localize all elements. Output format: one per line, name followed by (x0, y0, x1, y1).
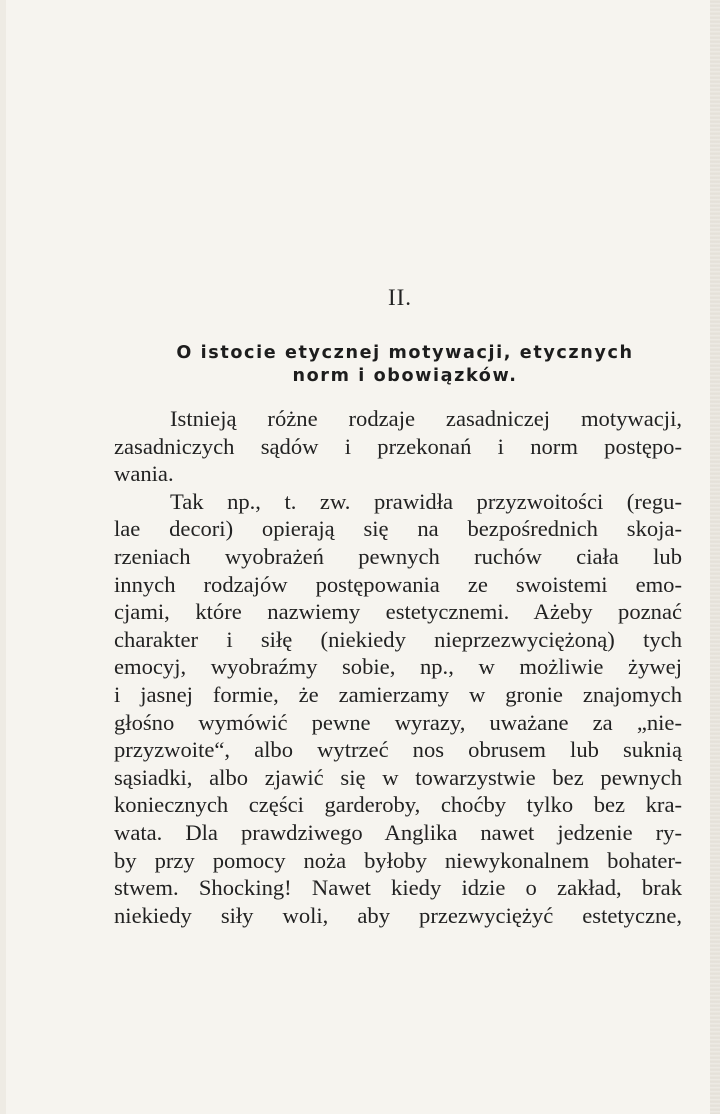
text-line: cjami, które nazwiemy estetycznemi. Ażeby poznać (114, 599, 682, 625)
page-left-edge (0, 0, 6, 1114)
chapter-heading (112, 342, 698, 388)
text-line: Istnieją różne rodzaje zasadniczej motywacji, (170, 406, 682, 431)
text-line: i jasnej formie, że zamierzamy w gronie znajomych (114, 681, 682, 707)
text-line: by przy pomocy noża byłoby niewykonalnem bohater- (114, 847, 682, 873)
text-line: rzeniach wyobrażeń pewnych ruchów ciała lub (114, 543, 682, 569)
text-line: wania. (114, 461, 174, 487)
text-line: lae decori) opierają się na bezpośrednich skoja- (114, 516, 682, 542)
text-line: niekiedy siły woli, aby przezwyciężyć estetyczne, (114, 902, 682, 928)
chapter-heading-line-2: norm i obowiązków. (292, 366, 518, 386)
text-line: emocyj, wyobraźmy sobie, np., w możliwie żywej (114, 654, 682, 680)
text-line: charakter i siłę (niekiedy nieprzezwyciężoną) tych (114, 626, 682, 652)
text-line: sąsiadki, albo zjawić się w towarzystwie bez pewnych (114, 764, 682, 790)
text-line: zasadniczych sądów i przekonań i norm postępo- (114, 433, 682, 459)
text-line: głośno wymówić pewne wyrazy, uważane za „nie- (114, 709, 682, 735)
text-line: przyzwoite“, albo wytrzeć nos obrusem lub suknią (114, 737, 682, 763)
page-right-edge (710, 0, 720, 1114)
text-line: Tak np., t. zw. prawidła przyzwoitości (regu- (170, 488, 682, 514)
body-text (114, 405, 682, 929)
chapter-heading-line-1: O istocie etycznej motywacji, etycznych (176, 343, 634, 363)
text-line: stwem. Shocking! Nawet kiedy idzie o zakład, brak (114, 875, 682, 901)
text-line: koniecznych części garderoby, choćby tylko bez kra- (114, 792, 682, 818)
text-line: wata. Dla prawdziwego Anglika nawet jedzenie ry- (114, 819, 682, 845)
text-line: innych rodzajów postępowania ze swoistemi emo- (114, 571, 682, 597)
chapter-number: II. (387, 285, 413, 310)
